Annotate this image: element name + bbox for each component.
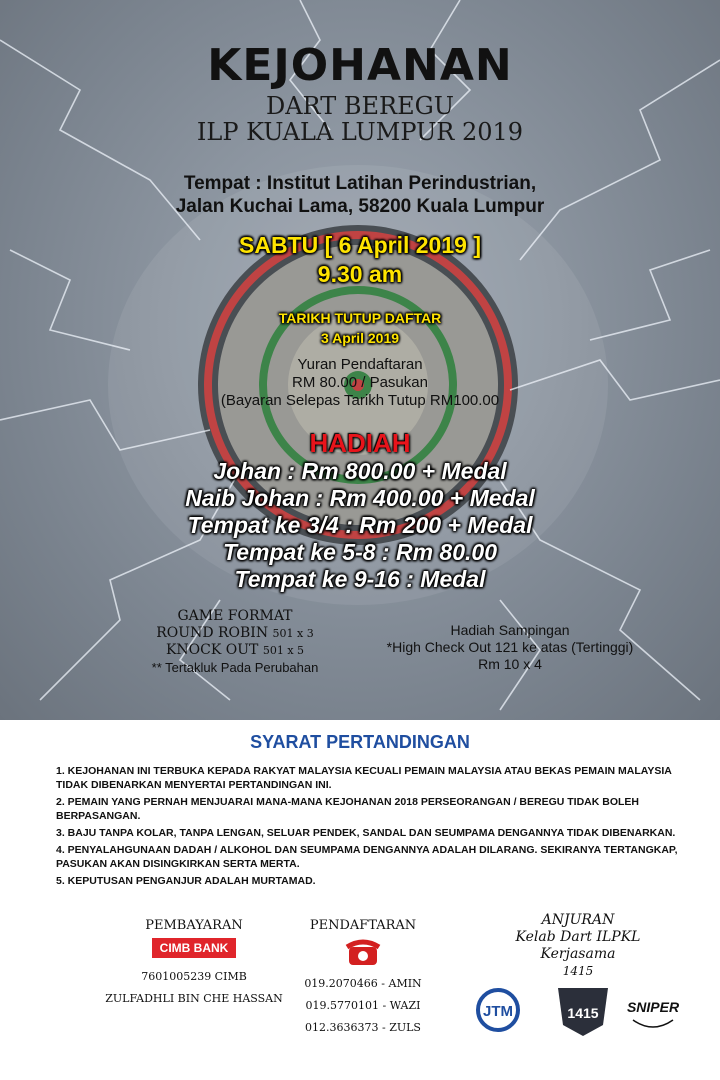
event-date-text: SABTU [ 6 April 2019 ]	[239, 232, 481, 258]
contact-item: 012.3636373 - ZULS	[305, 1021, 421, 1034]
venue	[0, 172, 720, 218]
organizer-line-2: Kerjasama	[540, 946, 616, 962]
fee-label: Yuran Pendaftaran	[297, 356, 423, 373]
prize-item: Tempat ke 9-16 : Medal	[234, 566, 486, 592]
side-prize	[360, 622, 660, 673]
svg-text:SNIPER: SNIPER	[626, 999, 680, 1015]
rules-list	[56, 764, 696, 891]
jtm-logo	[478, 990, 518, 1030]
event-subtitle-1: DART BEREGU	[265, 92, 454, 120]
side-prize-title: Hadiah Sampingan	[450, 622, 570, 638]
account-number: 7601005239 CIMB	[141, 970, 247, 983]
rule-item: 5. KEPUTUSAN PENGANJUR ADALAH MURTAMAD.	[56, 875, 316, 887]
prize-title: HADIAH	[309, 428, 411, 458]
prize-item: Tempat ke 3/4 : Rm 200 + Medal	[187, 512, 533, 538]
fee-late: (Bayaran Selepas Tarikh Tutup RM100.00	[220, 392, 500, 409]
registration-title: PENDAFTARAN	[309, 918, 417, 933]
closing-label	[0, 310, 720, 326]
game-format	[120, 608, 350, 676]
payment-info	[104, 918, 284, 1010]
organizer-line-3: 1415	[562, 964, 594, 978]
side-prize-line: *High Check Out 121 ke atas (Tertinggi)	[386, 639, 634, 655]
format-note: ** Tertakluk Pada Perubahan	[151, 660, 319, 675]
venue-line-1: Tempat : Institut Latihan Perindustrian,	[183, 173, 537, 194]
organizer-line-1: Kelab Dart ILPKL	[515, 929, 641, 945]
knock-out: KNOCK OUT 501 x 5	[165, 642, 305, 658]
organizer-info	[468, 912, 688, 1044]
svg-text:1415: 1415	[567, 1005, 599, 1021]
sniper-logo	[627, 999, 680, 1027]
fee-amount: RM 80.00 / Pasukan	[292, 374, 428, 391]
club-1415-logo	[558, 988, 608, 1036]
event-title: KEJOHANAN	[207, 40, 513, 91]
rule-item: 3. BAJU TANPA KOLAR, TANPA LENGAN, SELUAR PENDEK, SANDAL DAN SEUMPAMA DENGANNYA TIDAK DIBENARKAN.	[56, 827, 676, 839]
payment-title: PEMBAYARAN	[145, 918, 243, 933]
event-subtitle-2: ILP KUALA LUMPUR 2019	[196, 118, 524, 146]
closing-date	[0, 330, 720, 346]
rule-item: 4. PENYALAHGUNAAN DADAH / ALKOHOL DAN SEUMPAMA DENGANNYA ADALAH DILARANG. SEKIRANYA TERTANGKAP, PASUKAN AKAN DISINGKIRKAN SERTA MERTA.	[56, 844, 678, 870]
prize-item: Johan : Rm 800.00 + Medal	[213, 458, 507, 484]
phone-icon	[343, 937, 383, 969]
contact-item: 019.5770101 - WAZI	[305, 999, 421, 1012]
prize-item: Naib Johan : Rm 400.00 + Medal	[185, 485, 535, 511]
account-holder: ZULFADHLI BIN CHE HASSAN	[105, 992, 283, 1005]
registration-info	[288, 918, 438, 1039]
closing-date-text: 3 April 2019	[320, 330, 400, 346]
rules-section	[0, 720, 720, 1080]
event-time	[0, 261, 720, 288]
rule-item: 1. KEJOHANAN INI TERBUKA KEPADA RAKYAT MALAYSIA KECUALI PEMAIN MALAYSIA ATAU BEKAS PEMAIN MALAYSIA TIDAK DIBENARKAN MENYERTAI PERTANDINGAN INI.	[56, 765, 672, 791]
rule-item: 2. PEMAIN YANG PERNAH MENJUARAI MANA-MANA KEJOHANAN 2018 PERSEORANGAN / BEREGU TIDAK BOLEH BERPASANGAN.	[56, 796, 640, 822]
closing-label-text: TARIKH TUTUP DAFTAR	[278, 310, 442, 326]
game-format-title: GAME FORMAT	[177, 608, 293, 624]
event-date	[0, 232, 720, 259]
organizer-title: ANJURAN	[541, 912, 615, 928]
svg-text:JTM: JTM	[483, 1003, 513, 1020]
organizer-logos	[468, 980, 688, 1040]
round-robin: ROUND ROBIN 501 x 3	[156, 625, 314, 641]
cimb-logo: CIMB BANK	[152, 938, 237, 958]
event-time-text: 9.30 am	[317, 261, 403, 287]
registration-fee	[0, 356, 720, 410]
prize-item: Tempat ke 5-8 : Rm 80.00	[223, 539, 497, 565]
venue-line-2: Jalan Kuchai Lama, 58200 Kuala Lumpur	[175, 196, 545, 217]
contact-item: 019.2070466 - AMIN	[304, 977, 422, 990]
rules-title: SYARAT PERTANDINGAN	[250, 732, 470, 752]
side-prize-amount: Rm 10 x 4	[478, 656, 542, 672]
